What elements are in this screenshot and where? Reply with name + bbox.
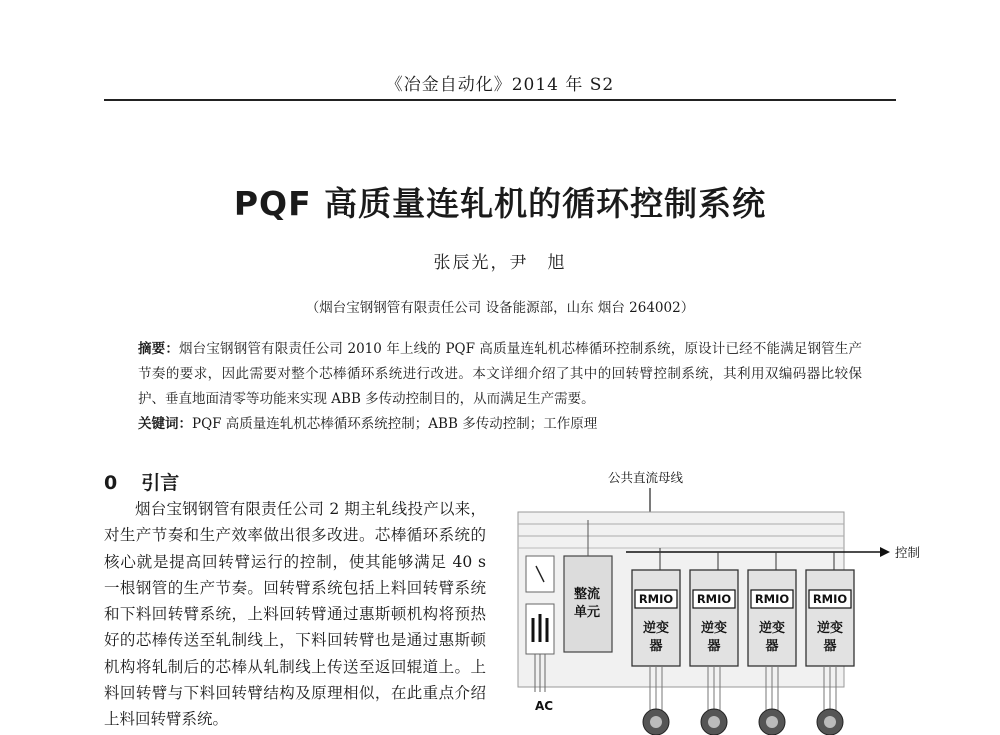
section-body: 烟台宝钢钢管有限责任公司 2 期主轧线投产以来，对生产节奏和生产效率做出很多改进。芯棒循环系统的核心就是提高回转臂运行的控制，使其能够满足 40 s 一根钢管的生产节奏。回转臂系统包括上料回转臂系统和下料回转臂系统，上料回转臂通过惠斯顿机构将预热好的芯棒传送至轧制线上，下料回转臂也是通过惠斯顿机构将轧制后的芯棒从轧制线上传送至返回辊道上。上料回转臂与下料回转臂结构及原理相似，在此重点介绍上料回转臂系统。 (104, 500, 486, 729)
header-rule (104, 99, 896, 101)
drive-system-diagram (510, 460, 1000, 735)
motor-4-hub (824, 716, 836, 728)
inverter-1-label-1: 逆变 (642, 621, 670, 636)
rectifier-label-1: 整流 (574, 587, 601, 602)
section-number: 0 (104, 472, 118, 494)
bus-label: 公共直流母线 (608, 470, 684, 485)
inverter-3 (748, 552, 796, 735)
abstract-text: 烟台宝钢钢管有限责任公司 2010 年上线的 PQF 高质量连轧机芯棒循环控制系统，原设计已经不能满足钢管生产节奏的要求，因此需要对整个芯棒循环系统进行改进。本文详细介绍了其中的回转臂控制系统，其利用双编码器比较保护、垂直地面清零等功能来实现 ABB 多传动控制目的，从而满足生产需要。 (138, 341, 862, 407)
inverter-2-label-1: 逆变 (700, 621, 728, 636)
motor-3-hub (766, 716, 778, 728)
article-authors: 张辰光，尹 旭 (433, 253, 567, 273)
inverter-1 (632, 548, 680, 735)
inverter-2-label-2: 器 (707, 639, 721, 654)
keywords-text: PQF 高质量连轧机芯棒循环系统控制；ABB 多传动控制；工作原理 (192, 416, 598, 432)
inverter-4 (806, 552, 854, 735)
abstract-label: 摘要： (138, 341, 180, 357)
keywords-block (138, 412, 862, 437)
inverter-3-label-2: 器 (765, 639, 779, 654)
motor-1-hub (650, 716, 662, 728)
journal-header: 《冶金自动化》2014 年 S2 (385, 75, 615, 95)
drive-system-figure (510, 460, 1000, 735)
ac-label: AC (535, 699, 554, 713)
control-arrow (880, 547, 890, 557)
inverter-3-rmio: RMIO (754, 592, 790, 606)
inverter-2-rmio: RMIO (696, 592, 732, 606)
inverter-3-label-1: 逆变 (758, 621, 786, 636)
inverter-4-label-1: 逆变 (816, 621, 844, 636)
article-affiliation: （烟台宝钢钢管有限责任公司 设备能源部，山东 烟台 264002） (305, 300, 695, 316)
inverter-2 (690, 552, 738, 735)
keywords-label: 关键词： (138, 416, 192, 432)
article-title: PQF 高质量连轧机的循环控制系统 (233, 184, 767, 223)
rectifier-unit (564, 556, 612, 652)
inverter-4-label-2: 器 (823, 639, 837, 654)
inverter-1-rmio: RMIO (638, 592, 674, 606)
abstract-block (138, 337, 862, 412)
section-title: 引言 (141, 472, 180, 494)
motor-2-hub (708, 716, 720, 728)
control-label: 控制 (895, 545, 921, 560)
inverter-4-rmio: RMIO (812, 592, 848, 606)
inverter-1-label-2: 器 (649, 639, 663, 654)
section-heading (104, 468, 203, 495)
rectifier-label-2: 单元 (574, 605, 601, 620)
